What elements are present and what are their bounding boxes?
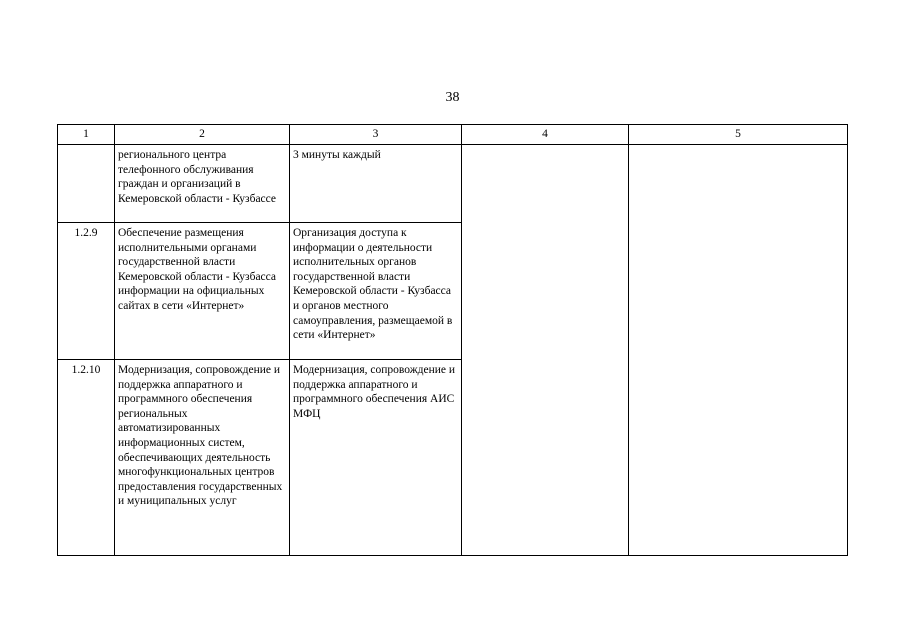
- header-col-2: 2: [115, 125, 290, 145]
- row-number: 1.2.9: [58, 223, 115, 360]
- row-number: 1.2.10: [58, 360, 115, 556]
- result-cell: 3 минуты каждый: [290, 145, 462, 223]
- header-col-5: 5: [629, 125, 848, 145]
- col5-cell: [629, 145, 848, 556]
- page-number: 38: [445, 90, 460, 105]
- row-number: [58, 145, 115, 223]
- header-row: [58, 125, 848, 145]
- measure-cell: регионального центра телефонного обслуживания граждан и организаций в Кемеровской области - Кузбассе: [115, 145, 290, 223]
- header-col-3: 3: [290, 125, 462, 145]
- result-cell: Организация доступа к информации о деятельности исполнительных органов государственной власти Кемеровской области - Кузбасса и органов местного самоуправления, размещаемой в сети «Интернет»: [290, 223, 462, 360]
- result-cell: Модернизация, сопровождение и поддержка аппаратного и программного обеспечения АИС МФЦ: [290, 360, 462, 556]
- col4-cell: [462, 145, 629, 556]
- measure-cell: Обеспечение размещения исполнительными органами государственной власти Кемеровской области - Кузбасса информации на официальных сайтах в сети «Интернет»: [115, 223, 290, 360]
- header-col-4: 4: [462, 125, 629, 145]
- header-col-1: 1: [58, 125, 115, 145]
- measure-cell: Модернизация, сопровождение и поддержка аппаратного и программного обеспечения региональных автоматизированных информационных систем, обеспечивающих деятельность многофункциональных центров предоставления государственных и муниципальных услуг: [115, 360, 290, 556]
- program-table: [57, 124, 848, 556]
- table-row: [58, 145, 848, 223]
